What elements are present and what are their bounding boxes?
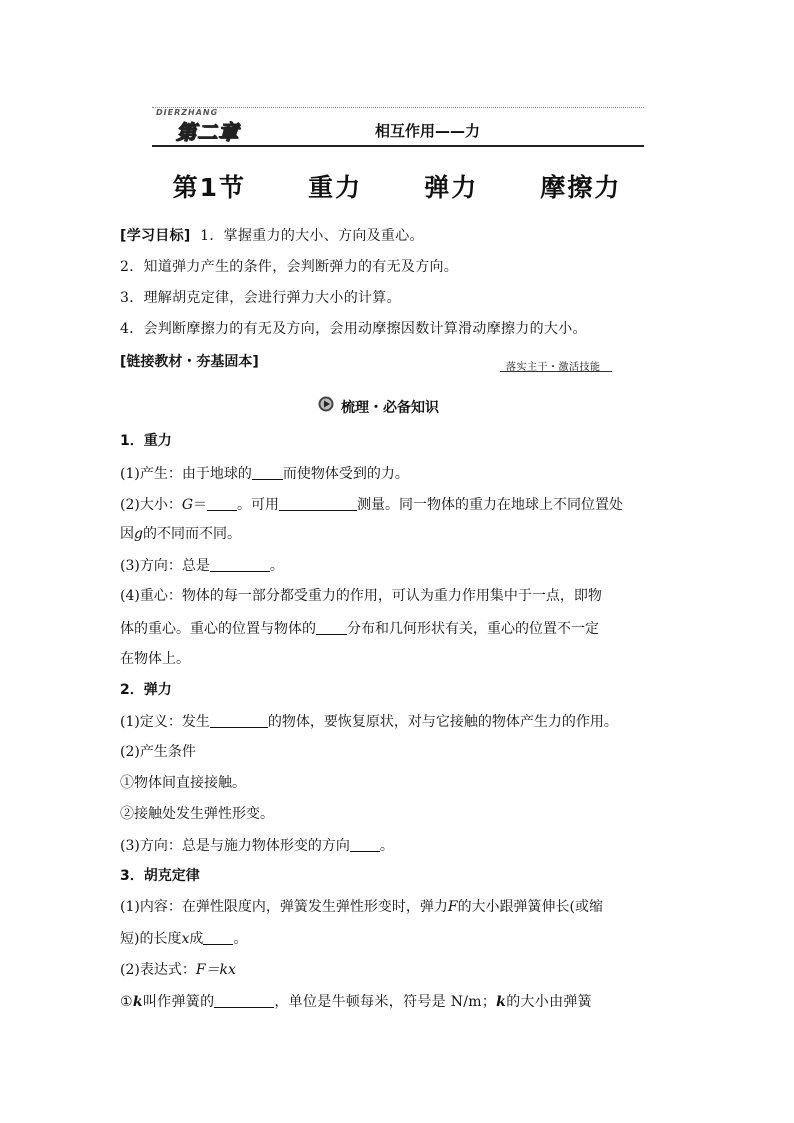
text-fragment: 短)的长度: [120, 931, 182, 947]
text-fragment: 。: [233, 931, 248, 947]
text-fragment: ＝: [193, 497, 208, 513]
variable-k: k: [132, 994, 143, 1010]
text-fragment: 。可用: [237, 497, 280, 513]
variable-k: k: [496, 994, 507, 1010]
hooke-k-line: [120, 993, 592, 1010]
fill-blank[interactable]: [316, 620, 347, 635]
fill-blank[interactable]: [252, 465, 283, 480]
fill-blank[interactable]: [214, 993, 274, 1008]
elastic-direction: [120, 837, 394, 854]
text-fragment: (2)大小：: [120, 497, 182, 513]
text-fragment: 成: [189, 931, 204, 947]
variable-g: g: [134, 526, 143, 542]
subsection-rule: [500, 371, 612, 372]
gravity-magnitude-cont: [120, 526, 241, 542]
text-fragment: (3)方向：总是与施力物体形变的方向: [120, 838, 350, 854]
fill-blank[interactable]: [210, 557, 270, 572]
text-fragment: 的物体，要恢复原状，对与它接触的物体产生力的作用。: [267, 714, 618, 730]
header-dotted-rule: [152, 107, 644, 108]
hooke-formula-line: [120, 962, 236, 978]
elastic-title: 2．弹力: [120, 682, 172, 698]
goal-item: 4．会判断摩擦力的有无及方向，会用动摩擦因数计算滑动摩擦力的大小。: [120, 321, 587, 337]
goal-item: 1．掌握重力的大小、方向及重心。: [200, 228, 424, 244]
text-fragment: 的大小由弹簧: [506, 994, 592, 1010]
hooke-formula: F＝kx: [195, 962, 236, 978]
variable-f: F: [447, 899, 458, 915]
gravity-title: 1．重力: [120, 433, 172, 449]
variable-x: x: [181, 931, 190, 947]
chapter-pinyin: DIERZHANG: [156, 108, 219, 117]
text-fragment: ①: [120, 994, 133, 1010]
fill-blank[interactable]: [210, 713, 268, 728]
text-fragment: 的不同而不同。: [142, 526, 241, 542]
text-fragment: 因: [120, 526, 134, 542]
text-fragment: (1)定义：发生: [120, 714, 210, 730]
gravity-magnitude: [120, 496, 623, 513]
text-fragment: ，单位是牛顿每米，符号是 N/m；: [274, 994, 497, 1010]
elastic-condition-1: ①物体间直接接触。: [120, 775, 246, 791]
goals-line-1: [120, 228, 424, 244]
play-circle-icon: [318, 396, 334, 412]
text-fragment: 测量。同一物体的重力在地球上不同位置处: [357, 497, 624, 513]
chapter-title: 相互作用——力: [375, 122, 481, 140]
gravity-direction: [120, 557, 284, 574]
text-fragment: (1)产生：由于地球的: [120, 466, 252, 482]
text-fragment: (1)内容：在弹性限度内，弹簧发生弹性形变时，弹力: [120, 899, 448, 915]
text-fragment: 。: [379, 838, 394, 854]
text-fragment: 的大小跟弹簧伸长(或缩: [457, 899, 604, 915]
header-rule: [152, 145, 644, 147]
fill-blank[interactable]: [350, 837, 380, 852]
elastic-condition-2: ②接触处发生弹性形变。: [120, 806, 274, 822]
elastic-conditions: (2)产生条件: [120, 744, 196, 760]
subsection-tagline: 落实主干・激活技能: [506, 362, 601, 373]
text-fragment: 体的重心。重心的位置与物体的: [120, 621, 316, 637]
knowledge-heading: 梳理・必备知识: [341, 400, 439, 416]
goals-label: [学习目标]: [120, 228, 191, 244]
goal-item: 3．理解胡克定律，会进行弹力大小的计算。: [120, 290, 401, 306]
section-title: 第1节 重力 弹力 摩擦力: [172, 173, 622, 202]
gravity-center-line3: 在物体上。: [120, 651, 190, 667]
elastic-definition: [120, 713, 618, 730]
fill-blank[interactable]: [207, 496, 237, 511]
gravity-center-line1: (4)重心：物体的每一部分都受重力的作用，可认为重力作用集中于一点，即物: [120, 588, 602, 604]
fill-blank[interactable]: [279, 496, 357, 511]
text-fragment: (2)表达式：: [120, 962, 196, 978]
chapter-label: 第二章: [176, 120, 239, 144]
text-fragment: 分布和几何形状有关，重心的位置不一定: [347, 621, 599, 637]
fill-blank[interactable]: [203, 930, 233, 945]
variable-g-cap: G: [181, 497, 194, 513]
gravity-origin: [120, 465, 409, 482]
goal-item: 2．知道弹力产生的条件，会判断弹力的有无及方向。: [120, 259, 459, 275]
text-fragment: 而使物体受到的力。: [282, 466, 409, 482]
hooke-content-line2: [120, 930, 247, 947]
subsection-heading: [链接教材・夯基固本]: [120, 354, 259, 370]
hooke-content-line1: [120, 899, 603, 915]
text-fragment: 。: [269, 558, 284, 574]
gravity-center-line2: [120, 620, 599, 637]
hooke-title: 3．胡克定律: [120, 868, 200, 884]
text-fragment: 叫作弹簧的: [142, 994, 215, 1010]
text-fragment: (3)方向：总是: [120, 558, 210, 574]
